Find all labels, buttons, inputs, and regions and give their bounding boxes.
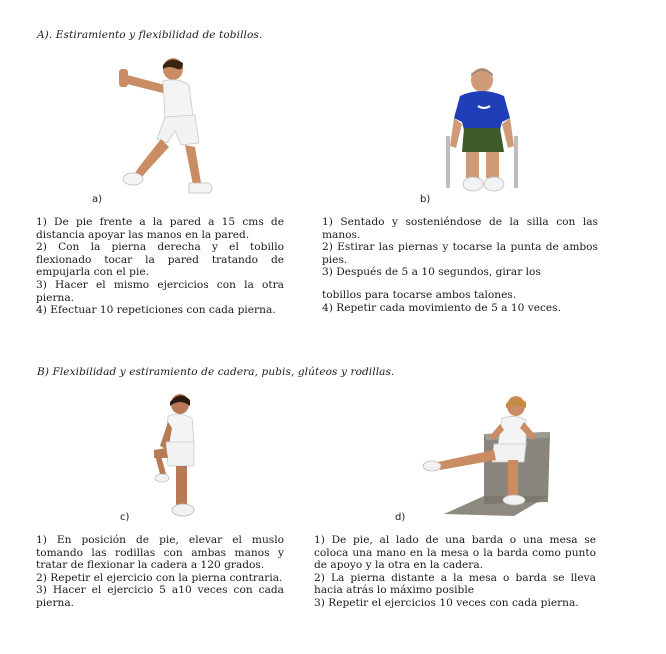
step-b-2: 2) Estirar las piernas y tocarse la punta de ambos pies. — [322, 241, 598, 266]
caption-d: d) — [395, 512, 406, 523]
step-b-4: 4) Repetir cada movimiento de 5 a 10 veces. — [322, 301, 561, 314]
caption-a: a) — [92, 194, 103, 205]
photo-leg-extension-wall — [414, 396, 554, 516]
step-b-3: 3) Después de 5 a 10 segundos, girar los — [322, 266, 541, 279]
caption-b: b) — [420, 194, 431, 205]
step-a-2: 2) Con la pierna derecha y el tobillo flexionado tocar la pared tratando de empujarla con el pie. — [36, 241, 284, 279]
photo-seated-ankle-stretch — [438, 66, 528, 196]
photo-knee-lift — [150, 392, 210, 520]
steps-column-b — [322, 216, 598, 314]
step-a-1: 1) De pie frente a la pared a 15 cms de distancia apoyar las manos en la pared. — [36, 216, 284, 241]
caption-c: c) — [120, 512, 130, 523]
section-b-title: B) Flexibilidad y estiramiento de cadera, pubis, glúteos y rodillas. — [37, 366, 395, 378]
step-b-3-continued: tobillos para tocarse ambos talones. — [322, 288, 517, 301]
step-d-3: 3) Repetir el ejercicios 10 veces con cada pierna. — [314, 596, 579, 609]
photo-ankle-stretch-wall — [105, 55, 235, 200]
section-a-title: A). Estiramiento y flexibilidad de tobillos. — [37, 29, 263, 41]
step-a-3: 3) Hacer el mismo ejercicios con la otra pierna. — [36, 278, 284, 304]
step-c-2: 2) Repetir el ejercicio con la pierna contraria. — [36, 571, 283, 584]
step-b-1: 1) Sentado y sosteniéndose de la silla con las manos. — [322, 216, 598, 241]
steps-column-a — [36, 216, 284, 317]
steps-column-d — [314, 534, 596, 610]
step-c-1: 1) En posición de pie, elevar el muslo tomando las rodillas con ambas manos y tratar de flexionar la cadera a 120 grados. — [36, 534, 284, 572]
steps-column-c — [36, 534, 284, 610]
step-d-1: 1) De pie, al lado de una barda o una mesa se coloca una mano en la mesa o la barda como punto de apoyo y la otra en la cadera. — [314, 534, 596, 572]
step-a-4: 4) Efectuar 10 repeticiones con cada pierna. — [36, 304, 276, 317]
step-d-2: 2) La pierna distante a la mesa o barda se lleva hacia atrás lo máximo posible — [314, 571, 596, 597]
step-c-3: 3) Hacer el ejercicio 5 a10 veces con cada pierna. — [36, 584, 284, 609]
